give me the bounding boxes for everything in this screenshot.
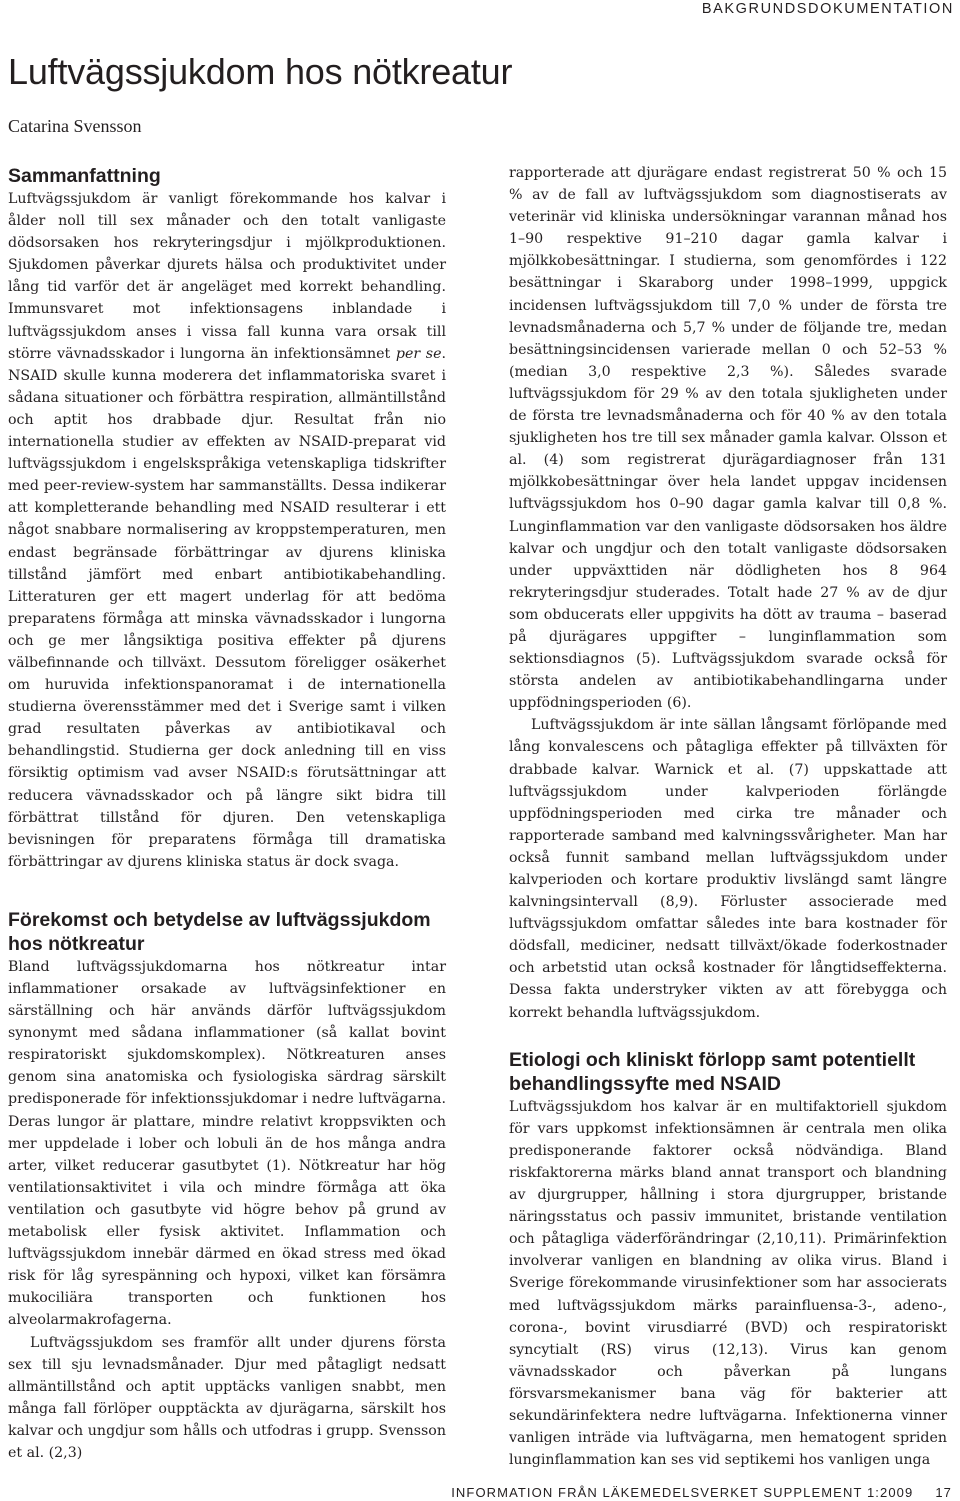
occurrence-heading: Förekomst och betydelse av luftvägssjukdom hos nötkreatur — [8, 908, 431, 955]
page-number: 17 — [935, 1485, 952, 1500]
consequences-paragraph: Luftvägssjukdom är inte sällan långsamt förlöpande med lång konvalescens och påtagliga effekter på tillväxten för drabbade kalvar. Warnick et al. (7) uppskattade att luftvägssjukdom under kalvperioden förlängde uppfödningsperioden med cirka tre månader och rapporterade samband med kalvningssvårigheter. Man har också funnit samband mellan luftvägssjukdom under kalvperioden och kortare produktiv livslängd samt längre kalvningsintervall (8,9). Förluster associerade med luftvägssjukdom omfattar således inte bara kostnader för dödsfall, mediciner, nedsatt tillväxt/ökade foderkostnader och arbetstid utan också kostnader för långtidseffekterna. Dessa fakta understryker vikten av att förebygga och korrekt behandla luftvägssjukdom. — [509, 717, 947, 1021]
continued-paragraph: rapporterade att djurägare endast registrerat 50 % och 15 % av de fall av luftvägssjukdom som diagnostiserats av veterinär vid kliniska undersökningar varannan månad hos 1–90 respektive 91–210 dagar gamla kalvar i mjölkkobesättningar. I studierna, som genomfördes i 122 besättningar i Skaraborg under 1998–1999, uppgick incidensen luftvägssjukdom till 7,0 % under de första tre levnadsmånaderna och 5,7 % under de följande tre, medan besättningsincidensen varierade mellan 0 och 52–53 % (median 3,0 respektive 2,3 %). Således svarade luftvägssjukdom för 29 % av den totala sjukligheten under de första tre levnadsmånaderna och för 40 % av den totala sjukligheten hos tre till sex månader gamla kalvar. Olsson et al. (4) som registrerat djurägardiagnoser från 131 mjölkkobesättningar över hela landet uppgav incidensen luftvägssjukdom hos 0–90 dagar gamla kalvar till 0,8 %. Lunginflammation var den vanligaste dödsorsaken hos äldre kalvar och ungdjur och den totalt vanligaste dödsorsaken under uppväxttiden när dödligheten hos 8 964 rekryteringsdjur studerades. Totalt hade 27 % av de djur som obducerats eller uppgivits ha dött av trauma – baserad på djurägares uppgifter – lunginflammation som sektionsdiagnos (5). Luftvägssjukdom svarade också för största andelen av antibiotikabehandlingarna under uppfödningsperioden (6). — [509, 165, 947, 712]
publication-name: INFORMATION FRÅN LÄKEMEDELSVERKET SUPPLEMENT 1:2009 — [451, 1485, 914, 1500]
summary-text-a: Luftvägssjukdom är vanligt förekommande hos kalvar i ålder noll till sex månader och den totalt vanligaste dödsorsaken hos rekryteringsdjur i mjölkproduktionen. Sjukdomen påverkar djurets hälsa och produktivitet under lång tid varför det är angeläget med korrekt behandling. Immunsvaret mot infektionsagens inblandade i luftvägssjukdom anses i vissa fall kunna vara orsak till större vävnadsskador i lungorna än infektionsämnet — [8, 191, 446, 362]
summary-heading: Sammanfattning — [8, 165, 161, 187]
etiology-heading: Etiologi och kliniskt förlopp samt potentiellt behandlingssyfte med NSAID — [509, 1048, 916, 1095]
occurrence-paragraph-1: Bland luftvägssjukdomarna hos nötkreatur intar inflammationer orsakade av luftvägsinfektioner en särställning och här används därför luftvägssjukdom synonymt med sådana inflammationer (så kallat bovint respiratoriskt sjukdomskomplex). Nötkreaturen anses genom sina anatomiska och fysiologiska särdrag särskilt predisponerade för infektionssjukdomar i nedre luftvägarna. Deras lungor är plattare, mindre relativt kroppsvikten och mer uppdelade i lober och lobuli än de hos många andra arter, vilket reducerar gasutbytet (1). Nötkreatur har hög ventilationsaktivitet i vila och mindre förmåga att öka ventilation och gasutbyte vid högre behov på grund av metabolisk eller fysisk aktivitet. Inflammation och luftvägssjukdom innebär därmed en ökad stress med ökad risk för låg syrespänning och hypoxi, vilket kan försämra mukociliära transporten och funktionen hos alveolarmakrofagerna. — [8, 958, 446, 1329]
occurrence-paragraph-2: Luftvägssjukdom ses framför allt under djurens första sex till sju levnadsmånader. Djur med påtagligt nedsatt allmäntillstånd och aptit upptäcks vanligen snabbt, men många fall förlöper oupptäckta av djurägarna, särskilt hos kalvar och ungdjur som hålls och utfodras i grupp. Svensson et al. (2,3) — [8, 1334, 446, 1461]
summary-italic: per se — [395, 345, 442, 362]
summary-text-b: . NSAID skulle kunna moderera det inflammatoriska svaret i sådana situationer och förbättra respiration, allmäntillstånd och aptit hos drabbade djur. Resultat från nio internationella studier av effekten av NSAID-preparat vid luftvägssjukdom i engelskspråkiga vetenskapliga tidskrifter med peer-review-system har sammanställts. Dessa indikerar att kompletterande behandling med NSAID resulterar i ett något snabbare normalisering av kroppstemperaturen, men endast begränsade förbättringar av djurens kliniska tillstånd jämfört med enbart antibiotikabehandling. Litteraturen ger ett magert underlag för att bedöma preparatens förmåga att minska vävnadsskador i lungorna och ge mer långsiktiga positiva effekter på djurens välbefinnande och tillväxt. Dessutom föreligger osäkerhet om huruvida infektionspanoramat i de internationella studierna överensstämmer med det i Sverige samt i vilken grad resultaten påverkas av antibiotikaval och behandlingstid. Studierna ger dock anledning till en viss försiktig optimism vad avser NSAID:s förutsättningar att reducera vävnadsskador och på längre sikt bidra till förbättrat tillstånd för djuren. Den vetenskapliga bevisningen för preparatens förmåga till dramatiska förbättringar av djurens kliniska status är dock svaga. — [8, 345, 446, 870]
article-title: Luftvägssjukdom hos nötkreatur — [8, 51, 513, 92]
page-footer — [451, 1485, 952, 1501]
etiology-paragraph: Luftvägssjukdom hos kalvar är en multifaktoriell sjukdom för vars uppkomst infektionsämnen är centrala men olika predisponerande faktorer också nödvändiga. Bland riskfaktorerna märks bland annat transport och blandning av djurgrupper, hållning i stora djurgrupper, bristande näringsstatus och passiv immunitet, bristande ventilation och påtagliga väderförändringar (2,10,11). Primärinfektion involverar vanligen en blandning av olika virus. Bland i Sverige förekommande virusinfektioner som har associerats med luftvägssjukdom märks parainfluensa-3-, adeno-, corona-, bovint virusdiarré (BVD) och respiratoriskt syncytialt (RS) virus (12,13). Virus kan genom vävnadsskador och påverkan på lungans försvarsmekanismer bana väg för bakterier att sekundärinfektera nedre luftvägarna. Infektionerna vinner vanligen inträde via luftvägarna, men hematogent spriden lunginflammation kan ses vid septikemi hos vanligen unga — [509, 1098, 947, 1469]
left-column — [8, 164, 446, 1464]
summary-paragraph — [8, 188, 446, 873]
author-name: Catarina Svensson — [8, 116, 142, 136]
right-column — [509, 162, 947, 1471]
section-label: BAKGRUNDSDOKUMENTATION — [701, 1, 954, 17]
